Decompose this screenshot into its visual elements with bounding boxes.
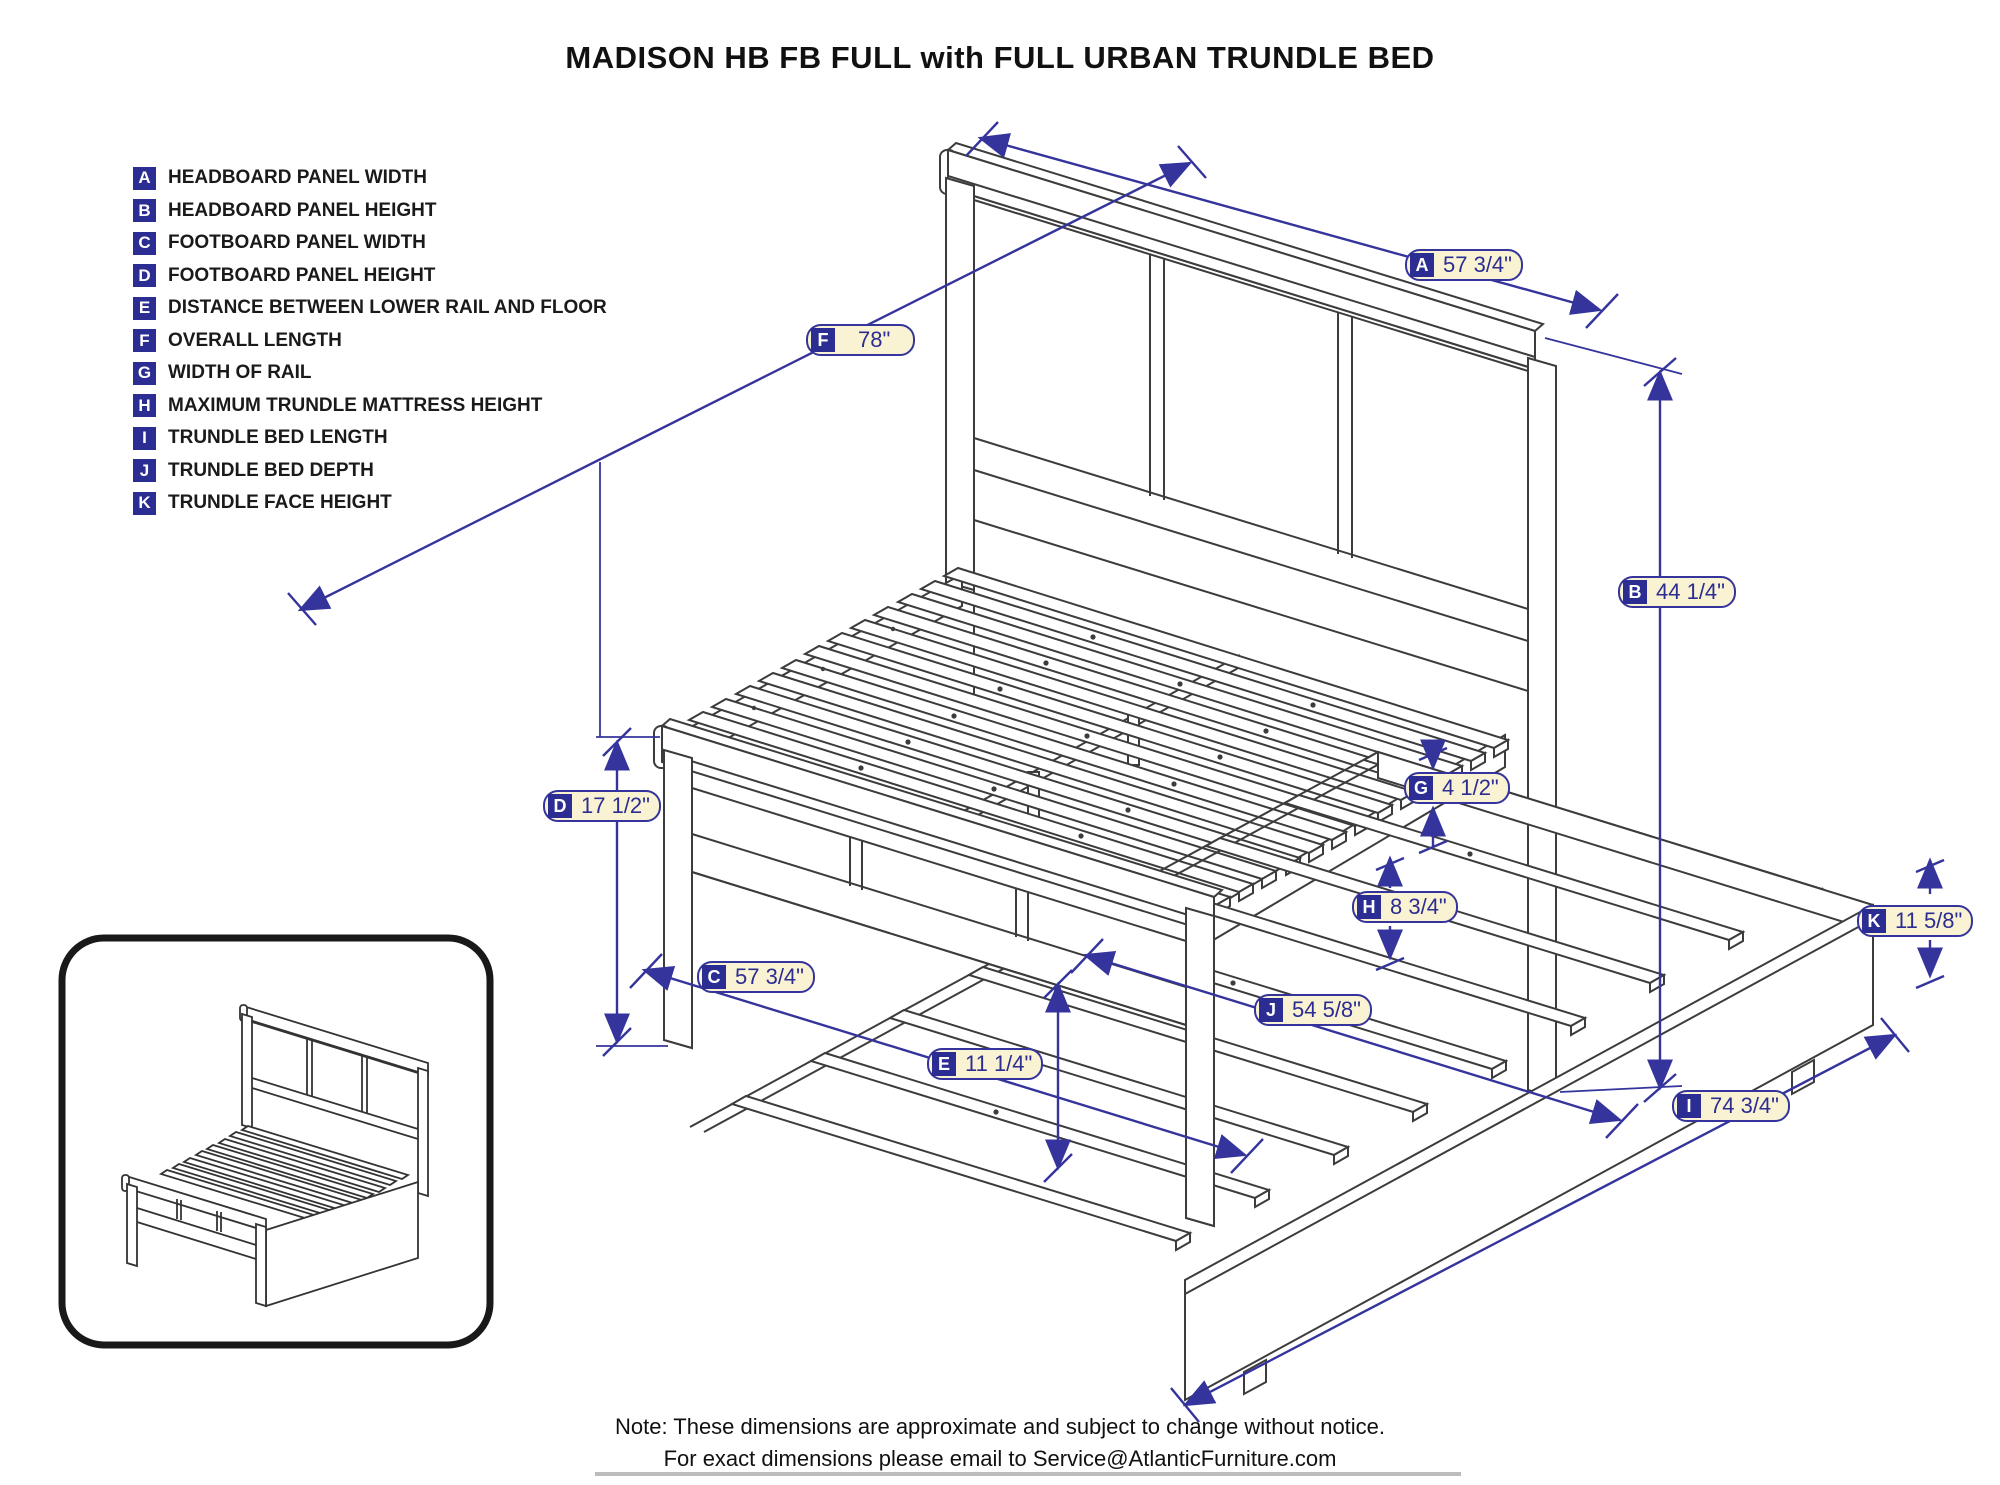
dim-value-I: 74 3/4" <box>1710 1093 1779 1118</box>
legend-item <box>133 195 607 228</box>
dimension-legend <box>133 162 607 520</box>
dim-callout-H <box>1352 891 1458 923</box>
dim-letter-badge-H: H <box>1357 895 1381 919</box>
legend-item <box>133 422 607 455</box>
legend-label: TRUNDLE FACE HEIGHT <box>168 492 392 514</box>
dim-value-C: 57 3/4" <box>735 964 804 989</box>
legend-item <box>133 390 607 423</box>
legend-letter-badge: A <box>133 167 156 190</box>
note-line-1: Note: These dimensions are approximate and subject to change without notice. <box>614 1414 1386 1439</box>
dim-letter-badge-J: J <box>1259 998 1283 1022</box>
page-title: MADISON HB FB FULL with FULL URBAN TRUNDLE BED <box>565 40 1435 75</box>
dim-callout-E <box>927 1048 1043 1080</box>
dim-letter-badge-E: E <box>932 1052 956 1076</box>
legend-letter-badge: J <box>133 459 156 482</box>
dim-callout-I <box>1672 1090 1790 1122</box>
legend-label: OVERALL LENGTH <box>168 329 342 351</box>
legend-letter-badge: D <box>133 264 156 287</box>
legend-letter-badge: I <box>133 427 156 450</box>
legend-label: HEADBOARD PANEL WIDTH <box>168 167 427 189</box>
inset-thumbnail <box>62 938 490 1345</box>
legend-letter-badge: K <box>133 492 156 515</box>
legend-item <box>133 325 607 358</box>
legend-item <box>133 455 607 488</box>
legend-item <box>133 292 607 325</box>
legend-letter-badge: F <box>133 329 156 352</box>
legend-label: DISTANCE BETWEEN LOWER RAIL AND FLOOR <box>168 297 607 319</box>
dim-value-H: 8 3/4" <box>1390 894 1447 919</box>
legend-label: TRUNDLE BED LENGTH <box>168 427 388 449</box>
dim-value-B: 44 1/4" <box>1656 579 1725 604</box>
dim-callout-F <box>806 324 915 356</box>
dim-value-F: 78" <box>858 327 891 352</box>
dim-callout-B <box>1618 576 1736 608</box>
dim-letter-badge-K: K <box>1862 909 1886 933</box>
legend-item <box>133 357 607 390</box>
dim-letter-badge-C: C <box>702 965 726 989</box>
dim-callout-D <box>543 790 661 822</box>
dim-callout-J <box>1254 994 1372 1026</box>
dim-letter-badge-I: I <box>1677 1094 1701 1118</box>
legend-letter-badge: E <box>133 297 156 320</box>
legend-label: FOOTBOARD PANEL WIDTH <box>168 232 426 254</box>
bottom-divider <box>595 1472 1461 1476</box>
dim-letter-badge-F: F <box>811 328 835 352</box>
legend-item <box>133 162 607 195</box>
dim-letter-badge-A: A <box>1410 253 1434 277</box>
legend-letter-badge: B <box>133 199 156 222</box>
dim-callout-K <box>1857 905 1973 937</box>
dim-letter-badge-G: G <box>1409 776 1433 800</box>
dim-value-J: 54 5/8" <box>1292 997 1361 1022</box>
dim-letter-badge-B: B <box>1623 580 1647 604</box>
legend-item <box>133 227 607 260</box>
legend-letter-badge: H <box>133 394 156 417</box>
dim-callout-A <box>1405 249 1523 281</box>
dim-callout-C <box>697 961 815 993</box>
dim-value-D: 17 1/2" <box>581 793 650 818</box>
legend-label: FOOTBOARD PANEL HEIGHT <box>168 264 436 286</box>
dim-value-A: 57 3/4" <box>1443 252 1512 277</box>
dim-value-E: 11 1/4" <box>965 1051 1033 1076</box>
note-line-2: For exact dimensions please email to Service@AtlanticFurniture.com <box>663 1446 1337 1471</box>
dim-value-G: 4 1/2" <box>1442 775 1499 800</box>
legend-letter-badge: G <box>133 362 156 385</box>
legend-label: WIDTH OF RAIL <box>168 362 312 384</box>
legend-item <box>133 260 607 293</box>
dim-letter-badge-D: D <box>548 794 572 818</box>
legend-label: HEADBOARD PANEL HEIGHT <box>168 199 437 221</box>
legend-label: MAXIMUM TRUNDLE MATTRESS HEIGHT <box>168 394 543 416</box>
legend-item <box>133 487 607 520</box>
dim-value-K: 11 5/8" <box>1895 908 1963 933</box>
legend-label: TRUNDLE BED DEPTH <box>168 459 374 481</box>
legend-letter-badge: C <box>133 232 156 255</box>
dim-callout-G <box>1404 772 1510 804</box>
